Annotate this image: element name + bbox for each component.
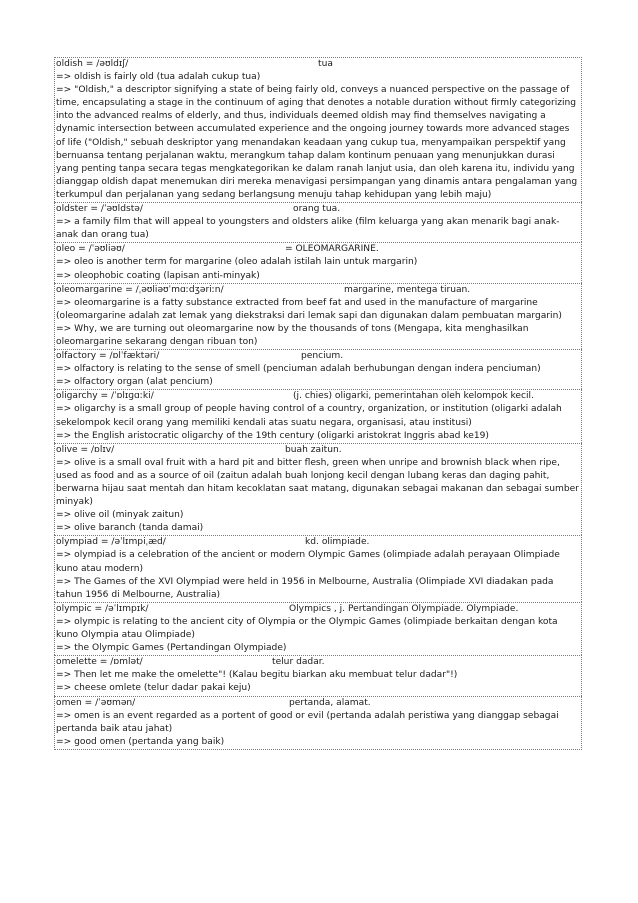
example-line: => olive oil (minyak zaitun) — [56, 510, 184, 521]
translation: Olympics , j. Pertandingan Olympiade. Olympiade. — [289, 603, 519, 614]
dictionary-page — [54, 57, 582, 750]
example-line: => good omen (pertanda yang baik) — [56, 736, 225, 747]
entry-olympic — [54, 602, 582, 655]
example-line: => the Olympic Games (Pertandingan Olympiade) — [56, 643, 287, 654]
example-line: => olive baranch (tanda damai) — [56, 523, 204, 534]
example-line: => oleophobic coating (lapisan anti-minyak) — [56, 270, 260, 281]
entry-headword-line — [56, 536, 580, 549]
example-line: => oligarchy is a small group of people having control of a country, organization, or institution (oligarki adalah sekelompok kecil orang yang memiliki kendali atas suatu negara, organisasi, atau institusi) — [56, 404, 562, 428]
entry-headword-line — [56, 656, 580, 669]
translation: kd. olimpiade. — [305, 537, 370, 548]
example-line: => The Games of the XVI Olympiad were held in 1956 in Melbourne, Australia (Olimpiade XVI diadakan pada tahun 1956 di Melbourne, Australia) — [56, 576, 554, 600]
entry-headword-line — [56, 444, 580, 457]
entry-oleomargarine — [54, 283, 582, 349]
entry-headword-line — [56, 284, 580, 297]
entry-oldish — [54, 57, 582, 202]
translation: buah zaitun. — [285, 444, 342, 455]
example-line: => olympic is relating to the ancient city of Olympia or the Olympic Games (olimpiade berkaitan dengan kota kuno Olympia atau Olimpiade) — [56, 616, 558, 641]
entry-headword-line — [56, 243, 580, 256]
entry-headword-line — [56, 203, 580, 216]
example-line: => the English aristocratic oligarchy of the 19th century (oligarki aristokrat Inggris abad ke19) — [56, 430, 489, 441]
example-line: => Then let me make the omelette"! (Kalau begitu biarkan aku membuat telur dadar"!) — [56, 670, 458, 681]
translation: pencium. — [301, 351, 344, 362]
example-line: => olive is a small oval fruit with a hard pit and bitter flesh, green when unripe and brownish black when ripe, used as food and as a source of oil (zaitun adalah buah lonjong kecil dengan lubang keras dan daging pahit, berwarna hijau saat mentah dan hitam kecoklatan saat matang, digunakan sebagai makanan dan sebagai sumber minyak) — [56, 457, 579, 508]
entry-headword-line — [56, 390, 580, 403]
example-line: => olfactory is relating to the sense of smell (penciuman adalah berhubungan dengan indera penciuman) — [56, 364, 541, 375]
example-line: => omen is an event regarded as a portent of good or evil (pertanda adalah peristiwa yang dianggap sebagai pertanda baik atau jahat) — [56, 710, 559, 734]
translation: tua — [318, 59, 333, 69]
entry-headword-line — [56, 58, 580, 71]
headword: omen = /ˈəʊmən/ — [56, 697, 136, 708]
headword: omelette = /ɒmlət/ — [56, 657, 143, 668]
translation: = OLEOMARGARINE. — [285, 244, 379, 255]
example-line: => cheese omlete (telur dadar pakai keju) — [56, 683, 251, 694]
headword: olympic = /əˈlɪmpɪk/ — [56, 603, 149, 614]
headword: olfactory = /ɒlˈfæktəri/ — [56, 351, 160, 362]
example-line: => oldish is fairly old (tua adalah cukup tua) — [56, 72, 261, 83]
translation: pertanda, alamat. — [289, 697, 371, 708]
headword: oldster = /ˈəʊldstə/ — [56, 204, 143, 215]
example-line: => Why, we are turning out oleomargarine now by the thousands of tons (Mengapa, kita menghasilkan oleomargarine sekarang dengan ribuan ton) — [56, 323, 529, 347]
headword: olive = /ɒlɪv/ — [56, 444, 115, 455]
entry-headword-line — [56, 603, 580, 616]
entry-omelette — [54, 655, 582, 695]
entry-headword-line — [56, 350, 580, 363]
headword: oligarchy = /ˈɒlɪɡɑːki/ — [56, 391, 154, 402]
headword: olympiad = /əˈlɪmpiˌæd/ — [56, 537, 166, 548]
entry-headword-line — [56, 697, 580, 710]
example-line: => olympiad is a celebration of the ancient or modern Olympic Games (olimpiade adalah perayaan Olimpiade kuno atau modern) — [56, 550, 560, 574]
entry-olfactory — [54, 349, 582, 389]
translation: (j. chies) oligarki, pemerintahan oleh kelompok kecil. — [293, 391, 534, 402]
entry-olympiad — [54, 535, 582, 601]
example-line: => oleo is another term for margarine (oleo adalah istilah lain untuk margarin) — [56, 257, 418, 268]
translation: orang tua. — [293, 204, 341, 215]
headword: oleomargarine = /ˌəʊliəʊˈmɑːdʒəriːn/ — [56, 284, 224, 295]
entry-oligarchy — [54, 389, 582, 442]
entry-omen — [54, 696, 582, 750]
entry-oldster — [54, 202, 582, 242]
translation: telur dadar. — [272, 657, 325, 668]
entry-oleo — [54, 242, 582, 282]
example-line: => olfactory organ (alat pencium) — [56, 377, 213, 388]
example-line: => "Oldish," a descriptor signifying a state of being fairly old, conveys a nuanced perspective on the passage of time, encapsulating a stage in the continuum of aging that denotes a notable duration without firmly categorizing into the advanced realms of elderly, and thus, individuals deemed oldish may find themselves navigating a dynamic intersection between accumulated experience and the ongoing journey towards more advanced stages of life ("Oldish," sebuah deskriptor yang menandakan keadaan yang cukup tua, menyampaikan perspektif yang bernuansa tentang perjalanan waktu, merangkum tahap dalam kontinum penuaan yang menunjukkan durasi yang penting tanpa secara tegas mengkategorikan ke dalam ranah lanjut usia, dan oleh karena itu, individu yang dianggap oldish dapat menemukan diri mereka menavigasi persimpangan yang dinamis antara pengalaman yang terkumpul dan perjalanan yang sedang berlangsung menuju tahap kehidupan yang lebih maju) — [56, 85, 578, 200]
headword: oleo = /ˈəʊliəʊ/ — [56, 244, 125, 255]
translation: margarine, mentega tiruan. — [344, 284, 471, 295]
headword: oldish = /əʊldɪʃ/ — [56, 59, 129, 69]
entry-olive — [54, 443, 582, 536]
example-line: => oleomargarine is a fatty substance extracted from beef fat and used in the manufacture of margarine (oleomargarine adalah zat lemak yang diekstraksi dari lemak sapi dan digunakan dalam pembuatan margarin) — [56, 297, 562, 321]
example-line: => a family film that will appeal to youngsters and oldsters alike (film keluarga yang akan menarik bagi anak-anak dan orang tua) — [56, 217, 560, 241]
